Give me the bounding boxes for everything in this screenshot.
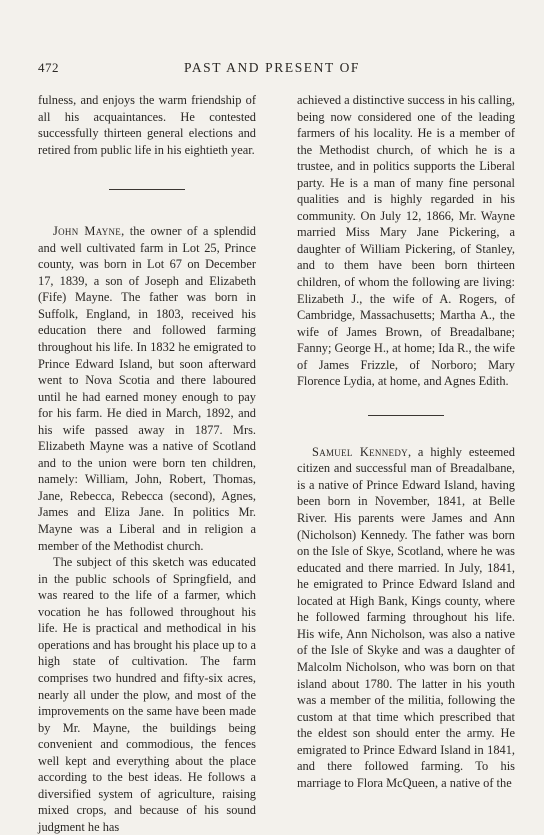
subject-name: Samuel Kennedy — [312, 444, 408, 459]
left-paragraph-3: The subject of this sketch was educated in the public schools of Springfield, and was reared to the life of a farmer, which vocation he has followed throughout his life. He is practical and methodical in his operations and has brought his place up to a high state of cultivation. The farm comprises two hundred and fifty-six acres, nearly all under the plow, and most of the improvements on the same have been made by Mr. Mayne, the buildings being convenient and commodious, the fences well kept and everything about the place according to the best ideas. He follows a diversified system of agriculture, raising mixed crops, and because of his sound judgment he has — [38, 555, 256, 834]
right-column — [297, 92, 515, 791]
left-paragraph-1: fulness, and enjoys the warm friendship of all his acquaintances. He contested successfully thirteen general elections and retired from public life in his eightieth year. — [38, 93, 256, 157]
right-paragraph-2-text: , a highly esteemed citizen and successful man of Breadalbane, is a native of Prince Edward Island, having been born in November, 1841, at Belle River. His parents were James and Ann (Nicholson) Kennedy. The father was born on the Isle of Skye, Scotland, where he was educated and there married. In July, 1841, he emigrated to Prince Edward Island and located at High Bank, Kings county, where he followed farming throughout his life. His wife, Ann Nicholson, was also a native of the Isle of Skyke and was a daughter of Malcolm Nicholson, who was born on that island about 1780. The latter in his youth was a member of the militia, following the custom at that time which prescribed that the eldest son should enter the army. He emigrated to Prince Edward Island in 1841, and there followed farming. To his marriage to Flora McQueen, a native of the — [297, 444, 515, 790]
running-head: PAST AND PRESENT OF — [183, 60, 361, 75]
page-header — [0, 60, 544, 80]
page-number: 472 — [38, 60, 59, 75]
left-paragraph-2 — [38, 223, 256, 554]
left-column — [38, 92, 256, 835]
section-divider — [109, 189, 185, 190]
right-paragraph-1: achieved a distinctive success in his calling, being now considered one of the leading farmers of his locality. He is a member of the Methodist church, of which he is a trustee, and in politics supports the Liberal party. He is a man of many fine personal qualities and is highly regarded in his community. On July 12, 1866, Mr. Wayne married Miss Mary Jane Pickering, a daughter of William Pickering, of Stanley, and to them have been born thirteen children, of whom the following are living: Elizabeth J., the wife of A. Rogers, of Cambridge, Massachusetts; Martha A., the wife of James Brown, of Breadalbane; Fanny; George H., at home; Ida R., the wife of James Frizzle, of Norboro; Mary Florence Lydia, at home, and Agnes Edith. — [297, 93, 515, 389]
section-divider — [368, 415, 444, 416]
subject-name: John Mayne — [53, 224, 122, 239]
right-paragraph-2 — [297, 444, 515, 791]
left-paragraph-2-text: , the owner of a splendid and well cultivated farm in Lot 25, Prince county, was born in Lot 67 on December 17, 1839, a son of Joseph and Elizabeth (Fife) Mayne. The father was born in Suffolk, England, in 1803, received his education there and followed farming throughout his life. In 1832 he emigrated to Prince Edward Island, but soon afterward went to Nova Scotia and there laboured until he had earned money enough to pay for his farm. He died in March, 1892, and his wife passed away in 1877. Mrs. Elizabeth Mayne was a native of Scotland and to the union were born ten children, namely: William, John, Robert, Thomas, Jane, Rebecca, Rebecca (second), Agnes, James and Eliza Jane. In politics Mr. Mayne was a Liberal and in religion a member of the Methodist church. — [38, 224, 256, 553]
